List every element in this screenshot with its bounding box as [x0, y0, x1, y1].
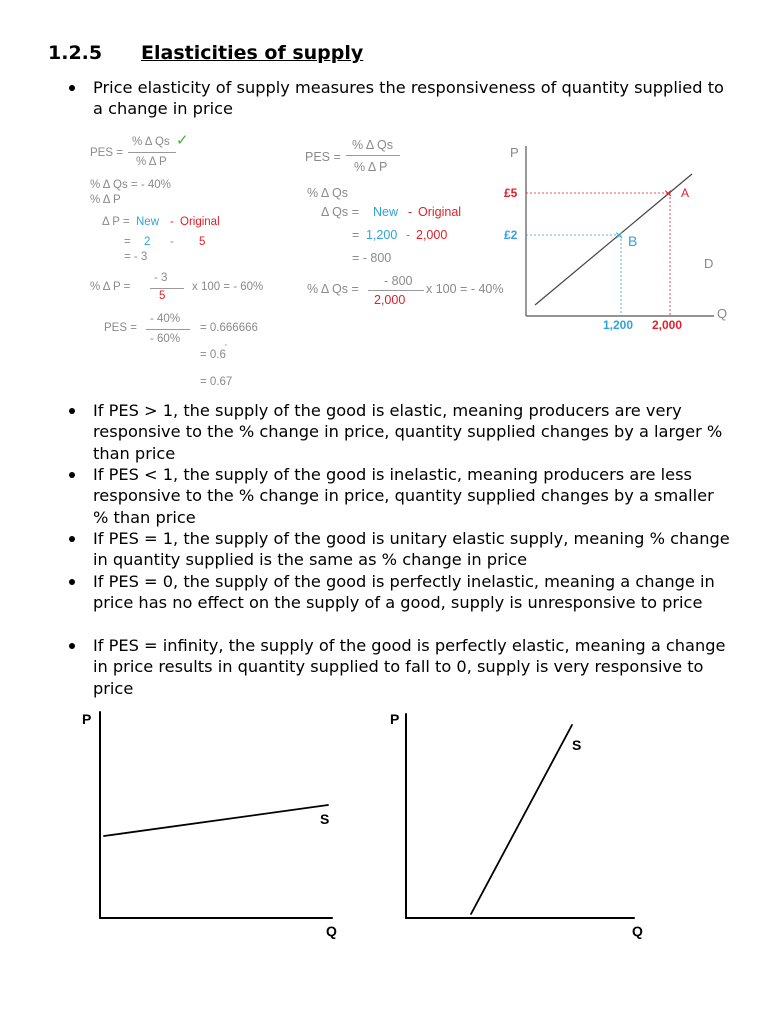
elastic-supply-sketch: [78, 700, 368, 950]
recurring-dot: ·: [224, 339, 228, 351]
original-label: Original: [180, 216, 220, 228]
pes-perfectly-elastic-bullet: If PES = infinity, the supply of the good is perfectly elastic, meaning a change in price results in quantity supplied to fall to 0, supply is very responsive to price: [93, 635, 733, 699]
supply-curve: [471, 725, 572, 914]
pes-numerator: % Δ Qs: [352, 138, 394, 152]
fraction-line: [368, 290, 424, 291]
point-b-label: B: [628, 233, 638, 249]
fraction-line: [346, 155, 400, 156]
times-hundred: x 100 = - 60%: [192, 281, 264, 293]
fraction-denominator: 2,000: [374, 293, 406, 307]
minus-sign: -: [170, 236, 174, 248]
dash-label: -: [408, 205, 413, 219]
new-value: 1,200: [366, 228, 398, 242]
new-value: 2: [144, 236, 151, 248]
pes-result-denominator: - 60%: [150, 333, 181, 345]
supply-curve: [104, 805, 328, 836]
pes-perfectly-inelastic-bullet: If PES = 0, the supply of the good is perfectly inelastic, meaning a change in price has no effect on the supply of a good, supply is unresponsive to price: [93, 571, 733, 614]
p-axis-label: P: [510, 145, 519, 160]
s-curve-label: S: [320, 811, 330, 827]
pes-label: PES =: [305, 150, 341, 164]
pes-label: PES =: [90, 147, 123, 159]
pes-denominator: % Δ P: [354, 160, 388, 174]
delta-qs-result: = - 800: [352, 251, 392, 265]
q-axis-label: Q: [326, 923, 337, 939]
pes-calculation-left: [88, 130, 303, 395]
qs-change-line: % Δ Qs: [307, 186, 349, 200]
qs-change-line: % Δ Qs = - 40%: [90, 179, 171, 191]
pes-numerator: % Δ Qs: [132, 136, 170, 148]
delta-p-label: Δ P =: [102, 216, 130, 228]
fraction-numerator: - 3: [154, 272, 168, 284]
s-curve-label: S: [572, 737, 582, 753]
q-axis-label: Q: [632, 923, 643, 939]
times-hundred: x 100 = - 40%: [426, 282, 504, 296]
section-title: Elasticities of supply: [141, 42, 364, 64]
p-change-line: % Δ P: [90, 194, 121, 206]
pes-result-label: PES =: [104, 322, 137, 334]
section-number: 1.2.5: [48, 42, 103, 64]
new-label: New: [373, 205, 399, 219]
qty-low-label: 1,200: [603, 318, 634, 332]
new-label: New: [136, 216, 160, 228]
q-axis-label: Q: [717, 306, 728, 321]
point-a-label: A: [681, 186, 690, 200]
pes-elastic-bullet: If PES > 1, the supply of the good is elastic, meaning producers are very responsive to the % change in price, quantity supplied changes by a larger % than price: [93, 400, 733, 464]
minus-sign: -: [406, 228, 411, 242]
fraction-numerator: - 800: [384, 274, 413, 288]
dash-label: -: [170, 216, 174, 228]
curve-label-d: D: [704, 256, 714, 271]
fraction-line: [150, 288, 184, 289]
original-value: 2,000: [416, 228, 448, 242]
pct-p-label: % Δ P =: [90, 281, 131, 293]
pes-denominator: % Δ P: [136, 156, 167, 168]
delta-qs-label: Δ Qs =: [321, 205, 359, 219]
original-value: 5: [199, 236, 206, 248]
pes-inelastic-bullet: If PES < 1, the supply of the good is inelastic, meaning producers are less responsive to the % change in price, quantity supplied changes by a smaller % than price: [93, 464, 733, 528]
p-axis-label: P: [390, 711, 400, 727]
p-axis-label: P: [82, 711, 92, 727]
pes-result-numerator: - 40%: [150, 313, 181, 325]
check-icon: ✓: [176, 132, 189, 149]
original-label: Original: [418, 205, 462, 219]
qty-high-label: 2,000: [652, 318, 683, 332]
equals-sign: =: [352, 228, 360, 242]
result-rounded: = 0.67: [200, 376, 233, 388]
section-heading: [48, 42, 363, 64]
result-long: = 0.666666: [200, 322, 258, 334]
equals-sign: =: [124, 236, 131, 248]
fraction-line: [128, 152, 176, 153]
point-b-marker: ×: [615, 227, 624, 243]
fraction-line: [146, 329, 190, 330]
intro-bullet: Price elasticity of supply measures the responsiveness of quantity supplied to a change in price: [93, 77, 733, 120]
pes-unitary-bullet: If PES = 1, the supply of the good is unitary elastic supply, meaning % change in quantity supplied is the same as % change in price: [93, 528, 733, 571]
pct-qs-label: % Δ Qs =: [307, 282, 359, 296]
inelastic-supply-sketch: [384, 700, 674, 950]
delta-p-result: = - 3: [124, 251, 148, 263]
result-recurring: = 0.6: [200, 349, 226, 361]
supply-graph: [498, 138, 738, 338]
price-low-label: £2: [504, 228, 518, 242]
point-a-marker: ×: [664, 185, 673, 201]
fraction-denominator: 5: [159, 290, 166, 302]
price-high-label: £5: [504, 186, 518, 200]
